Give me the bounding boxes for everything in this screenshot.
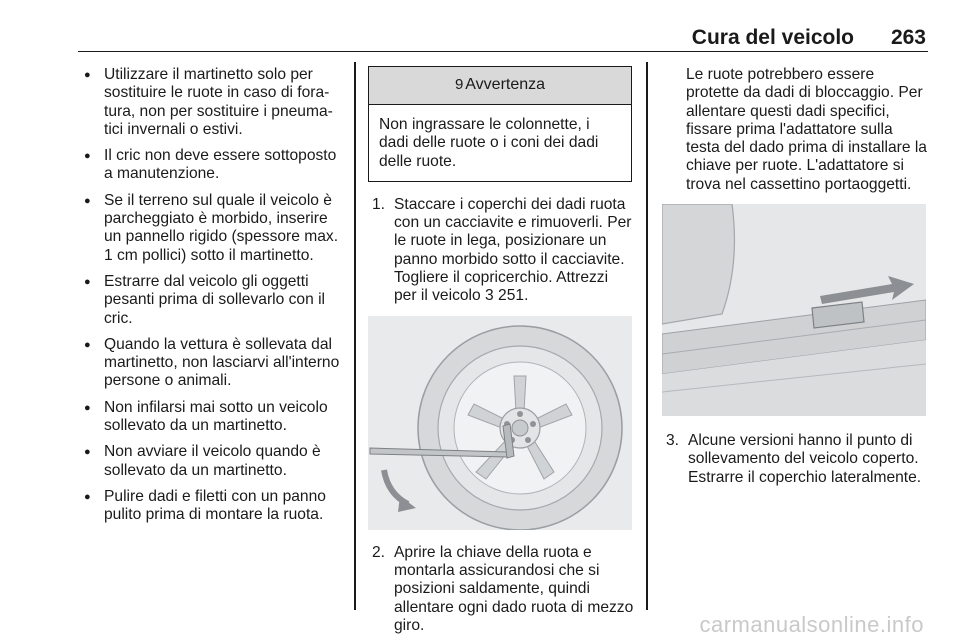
bullet-item: ● Estrarre dal veicolo gli oggetti pesanti prima di sollevarlo con il cric. — [80, 273, 344, 328]
bullet-item: ● Quando la vettura è sollevata dal martinetto, non lasciarvi all'interno persone o animali. — [80, 336, 344, 391]
bullet-item: ● Il cric non deve essere sottoposto a manutenzione. — [80, 147, 344, 184]
warning-box — [368, 66, 632, 182]
step-text: Alcune versioni hanno il punto di sollevamento del veicolo coperto. Estrarre il coperchio lateralmente. — [688, 432, 922, 486]
step-number: 1. — [372, 195, 386, 213]
bullet-item: ● Non avviare il veicolo quando è sollevato da un martinetto. — [80, 443, 344, 480]
step-2 — [368, 544, 634, 635]
step-text: Aprire la chiave della ruota e montarla assicurandosi che si posizioni saldamente, quindi allentare ogni dado ruota di mezzo giro. — [394, 543, 634, 634]
column-right — [662, 66, 928, 493]
step-text: Staccare i coperchi dei dadi ruota con un cacciavite e rimuoverli. Per le ruote in lega, posizionare un panno morbido sotto il cacciavite. Togliere il copricerchio. Attrezzi per il veicolo — [394, 195, 632, 305]
column-middle — [368, 66, 634, 641]
step-1 — [368, 196, 634, 306]
step-number: 3. — [666, 432, 680, 450]
section-title: Cura del veicolo — [691, 26, 854, 49]
warning-header — [369, 67, 631, 105]
warning-text: Non ingrassare le colonnette, i dadi delle ruote o i coni dei dadi delle ruote. — [379, 116, 599, 170]
column-divider-2 — [646, 62, 648, 610]
bullet-item: ● Pulire dadi e filetti con un panno pulito prima di montare la ruota. — [80, 488, 344, 525]
warning-icon: 9 — [454, 76, 464, 94]
page-number: 263 — [890, 26, 926, 49]
step-3 — [662, 432, 928, 487]
watermark: carmanualsonline.info — [699, 612, 924, 637]
page-header — [78, 22, 928, 52]
column-divider-1 — [354, 62, 356, 610]
bullet-item: ● Non infilarsi mai sotto un veicolo sollevato da un martinetto. — [80, 399, 344, 436]
page-ref-icon: 3 — [485, 287, 494, 305]
warning-title: Avvertenza — [465, 76, 546, 94]
jack-point-illustration — [662, 204, 926, 416]
column-left — [80, 66, 344, 533]
bullet-item: ● Se il terreno sul quale il veicolo è parcheggiato è morbido, inserire un pannello rigido (spessore max. 1 cm pollici) sotto il martinetto. — [80, 192, 344, 265]
wheel-wrench-illustration — [368, 316, 632, 530]
intro-text: Le ruote potrebbero essere protette da dadi di bloccaggio. Per allentare questi dadi specifici, fissare prima l'adattatore sulla testa del dado prima di installare la chiave per ruote. L'adattatore si trova nel cassettino portaoggetti. — [686, 66, 927, 193]
page-ref[interactable]: 251. — [498, 287, 529, 305]
bullet-item: ● Utilizzare il martinetto solo per sostituire le ruote in caso di foratura, non per sostituire i pneumatici invernali o estivi. — [80, 66, 344, 139]
step-number: 2. — [372, 543, 386, 561]
